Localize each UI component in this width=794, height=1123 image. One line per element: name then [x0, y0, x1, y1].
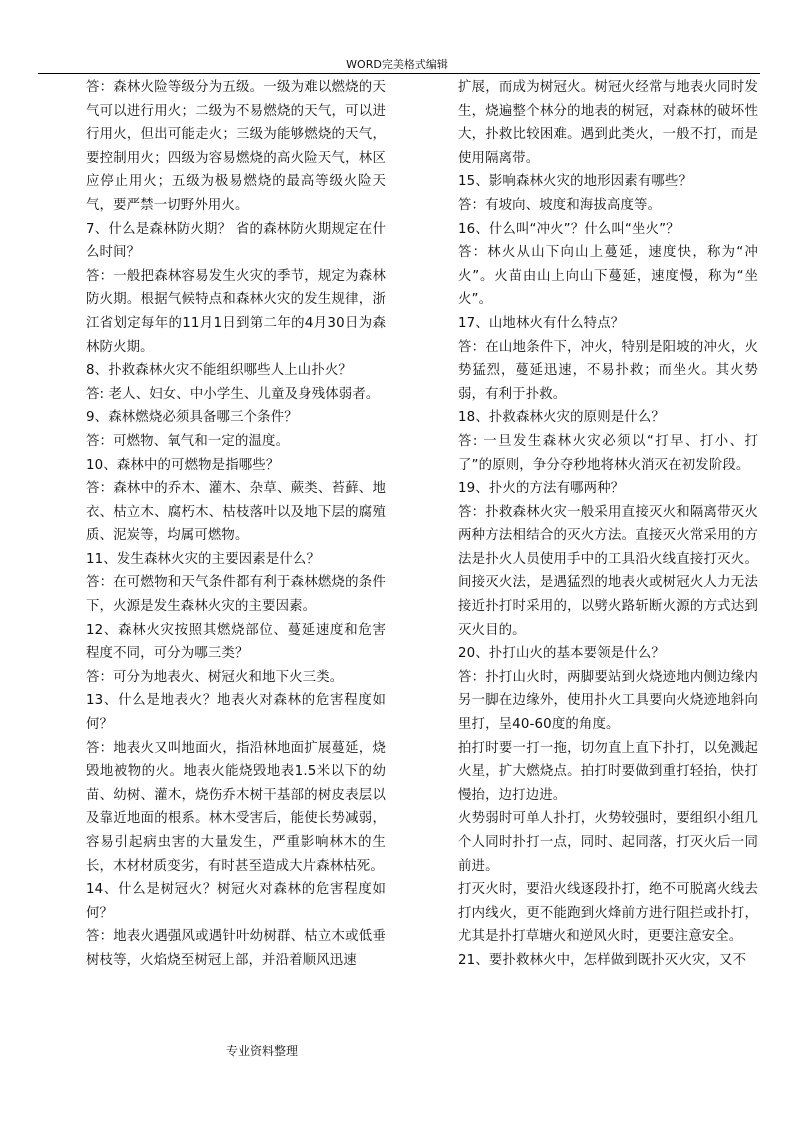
question-heading: 12、森林火灾按照其燃烧部位、蔓延速度和危害程度不同，可分为哪三类？ [86, 622, 386, 662]
question-heading: 15、影响森林火灾的地形因素有哪些？ [458, 174, 692, 190]
paragraph: 答: 老人、妇女、中小学生、儿童及身残体弱者。 [86, 386, 380, 402]
paragraph: 答：在可燃物和天气条件都有利于森林燃烧的条件下，火源是发生森林火灾的主要因素。 [86, 575, 386, 615]
question-heading: 20、扑打山火的基本要领是什么？ [458, 646, 665, 662]
question-heading: 17、山地林火有什么特点？ [458, 315, 625, 331]
page-footer: 专业资料整理 [226, 1044, 299, 1058]
paragraph: 扩展，而成为树冠火。树冠火经常与地表火同时发生，烧遍整个林分的地表的树冠，对森林的破坏性大，扑救比较困难。遇到此类火，一般不打，而是使用隔离带。 [458, 80, 758, 166]
header-divider [38, 73, 760, 74]
paragraph: 答: 一旦发生森林火灾必须以“打早、打小、打了”的原则，争分夺秒地将林火消灭在初发阶段。 [458, 433, 758, 473]
question-heading: 21、要扑救林火中，怎样做到既扑灭火灾，又不 [458, 952, 747, 968]
paragraph: 答：在山地条件下，冲火，特别是阳坡的冲火，火势猛烈，蔓延迅速，不易扑救；而坐火。其火势弱，有利于扑救。 [458, 339, 758, 402]
question-heading: 16、什么叫“冲火”？什么叫“坐火”？ [458, 221, 680, 237]
question-heading: 7、什么是森林防火期？ 省的森林防火期规定在什么时间？ [86, 221, 386, 261]
paragraph: 答：扑打山火时，两脚要站到火烧迹地内侧边缘内另一脚在边缘外，使用扑火工具要向火烧迹地斜向里打，呈40-60度的角度。 [458, 669, 758, 733]
paragraph: 答：扑救森林火灾一般采用直接灭火和隔离带灭火两种方法相结合的灭火方法。直接灭火常采用的方法是扑火人员使用手中的工具沿火线直接打灭火。间接灭火法，是遇猛烈的地表火或树冠火人力无法接近扑打时采用的，以劈火路斩断火源的方式达到灭火目的。 [458, 504, 758, 638]
question-heading: 18、扑救森林火灾的原则是什么？ [458, 410, 665, 426]
paragraph: 答：一般把森林容易发生火灾的季节，规定为森林防火期。根据气候特点和森林火灾的发生规律，浙江省划定每年的11月1日到第二年的4月30日为森林防火期。 [86, 268, 386, 355]
left-text-column [86, 76, 386, 973]
question-heading: 9、森林燃烧必须具备哪三个条件？ [86, 410, 298, 426]
right-text-column [458, 76, 758, 973]
paragraph: 答：可燃物、氧气和一定的温度。 [86, 433, 290, 449]
paragraph: 打灭火时，要沿火线逐段扑打，绝不可脱离火线去打内线火，更不能跑到火烽前方进行阻拦或扑打，尤其是扑打草塘火和逆风火时，更要注意安全。 [458, 882, 758, 945]
question-heading: 11、发生森林火灾的主要因素是什么？ [86, 551, 320, 567]
paragraph: 答：有坡向、坡度和海拔高度等。 [458, 197, 662, 213]
page-header: WORD完美格式编辑 [346, 58, 448, 71]
question-heading: 8、扑救森林火灾不能组织哪些人上山扑火？ [86, 363, 352, 379]
paragraph: 答：森林火险等级分为五级。一级为难以燃烧的天气可以进行用火；二级为不易燃烧的天气，可以进行用火，但出可能走火；三级为能够燃烧的天气，要控制用火；四级为容易燃烧的高火险天气，林区应停止用火；五级为极易燃烧的最高等级火险天气，要严禁一切野外用火。 [86, 80, 386, 213]
paragraph: 拍打时要一打一拖，切勿直上直下扑打，以免溅起火星，扩大燃烧点。拍打时要做到重打轻抬，快打慢抬，边打边进。 [458, 740, 758, 803]
paragraph: 火势弱时可单人扑打，火势较强时，要组织小组几个人同时扑打一点，同时、起同落，打灭火后一同前进。 [458, 811, 758, 874]
question-heading: 14、什么是树冠火？树冠火对森林的危害程度如何？ [86, 882, 386, 921]
paragraph: 答：可分为地表火、树冠火和地下火三类。 [86, 669, 344, 685]
question-heading: 19、扑火的方法有哪两种？ [458, 481, 625, 497]
paragraph: 答：森林中的乔木、灌木、杂草、蕨类、苔藓、地衣、枯立木、腐朽木、枯枝落叶以及地下层的腐殖质、泥炭等，均属可燃物。 [86, 481, 386, 544]
paragraph: 答：地表火遇强风或遇针叶幼树群、枯立木或低垂树枝等，火焰烧至树冠上部，并沿着顺风迅速 [86, 929, 386, 968]
question-heading: 13、什么是地表火？地表火对森林的危害程度如何？ [86, 693, 386, 733]
paragraph: 答：地表火又叫地面火，指沿林地面扩展蔓延，烧毁地被物的火。地表火能烧毁地表1.5米以下的幼苗、幼树、灌木，烧伤乔木树干基部的树皮表层以及靠近地面的根系。林木受害后，能使长势减弱，容易引起病虫害的大量发生，严重影响林木的生长，木材材质变劣，有时甚至造成大片森林枯死。 [86, 740, 386, 874]
paragraph: 答：林火从山下向山上蔓延，速度快，称为“冲火”。火苗由山上向山下蔓延，速度慢，称为“坐火”。 [458, 245, 758, 308]
question-heading: 10、森林中的可燃物是指哪些？ [86, 457, 280, 473]
